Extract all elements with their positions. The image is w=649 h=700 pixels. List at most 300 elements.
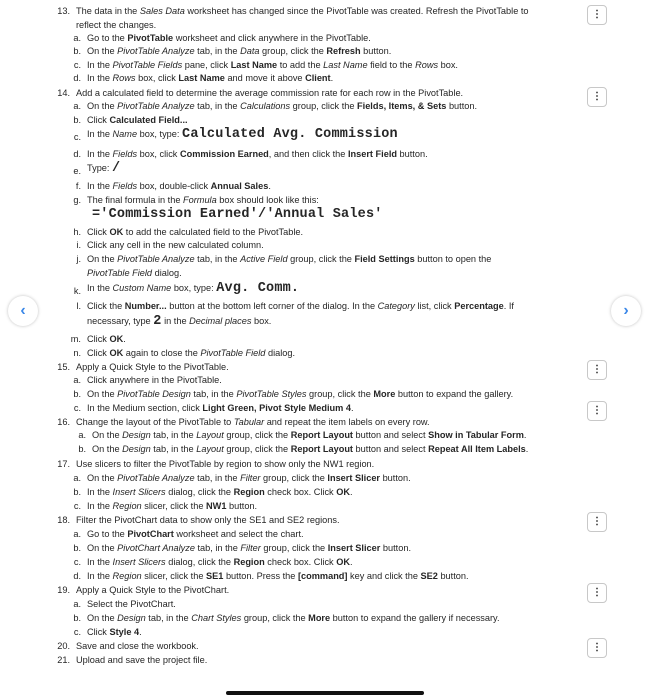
text-run: In the <box>87 283 113 293</box>
italic-term: Tabular <box>233 417 265 427</box>
bold-term: Last Name <box>230 60 278 70</box>
text-run: group, click the <box>287 254 355 264</box>
italic-term: Category <box>377 301 415 311</box>
italic-term: Region <box>112 501 142 511</box>
text-run: group, click the <box>223 444 291 454</box>
bold-term: Insert Field <box>347 149 397 159</box>
bold-term: OK <box>109 334 124 344</box>
text-run: . <box>330 73 334 83</box>
text-run: . <box>525 444 529 454</box>
step-number: c. <box>73 60 81 70</box>
typed-value: Calculated Avg. Commission <box>182 127 398 142</box>
text-run: group, click the <box>223 430 291 440</box>
previous-page-button[interactable] <box>8 296 38 326</box>
step-number: 17. <box>57 459 70 469</box>
instruction-line <box>73 45 392 58</box>
text-run: slicer, click the <box>141 501 207 511</box>
step-menu-button[interactable] <box>587 512 607 532</box>
text-run: box. <box>251 316 272 326</box>
instruction-line <box>75 180 271 193</box>
text-run: Click <box>87 227 110 237</box>
text-run: On the <box>87 613 118 623</box>
step-number: b. <box>73 115 81 125</box>
italic-term: Filter <box>240 543 261 553</box>
instruction-line <box>73 542 411 555</box>
step-number: 21. <box>57 655 70 665</box>
bold-term: SE2 <box>420 571 438 581</box>
text-run: group, click the <box>260 473 328 483</box>
instruction-line <box>57 514 340 527</box>
text-run: button. Press the <box>223 571 298 581</box>
italic-term: Rows <box>415 60 439 70</box>
text-run: worksheet and select the chart. <box>173 529 304 539</box>
text-run: group, click the <box>260 543 328 553</box>
instruction-line <box>73 281 300 296</box>
text-run: button. <box>396 149 428 159</box>
text-run: Use slicers to filter the PivotTable by region to show only the NW1 region. <box>76 459 375 469</box>
text-run: In the <box>87 571 113 581</box>
bold-term: Calculated Field... <box>109 115 188 125</box>
text-run: Save and close the workbook. <box>76 641 199 651</box>
italic-term: PivotTable Design <box>117 389 191 399</box>
italic-term: Insert Slicers <box>112 487 166 497</box>
italic-term: PivotTable Analyze <box>117 473 195 483</box>
step-number: l. <box>76 301 81 311</box>
instruction-line <box>73 556 353 569</box>
italic-term: PivotTable Field <box>87 268 153 278</box>
step-number: c. <box>73 403 81 413</box>
italic-term: Layout <box>196 444 224 454</box>
bold-term: Light Green, Pivot Style Medium 4 <box>202 403 351 413</box>
text-run: box. <box>438 60 458 70</box>
instruction-line <box>73 486 353 499</box>
step-number: e. <box>73 166 81 176</box>
bold-term: More <box>308 613 331 623</box>
bold-term: Insert Slicer <box>327 473 381 483</box>
text-run: Click anywhere in the PivotTable. <box>87 375 222 385</box>
step-number: c. <box>73 132 81 142</box>
instruction-line <box>73 528 304 541</box>
instruction-line <box>70 333 126 346</box>
italic-term: Last Name <box>323 60 368 70</box>
chevron-right-icon: › <box>623 302 629 319</box>
italic-term: PivotTable Field <box>200 348 266 358</box>
step-number: 19. <box>57 585 70 595</box>
italic-term: Design <box>122 444 151 454</box>
text-run: dialog. <box>265 348 296 358</box>
instruction-line <box>73 114 188 127</box>
text-run: Go to the <box>87 529 128 539</box>
step-number: b. <box>73 613 81 623</box>
bold-term: OK <box>109 227 124 237</box>
text-run: group, click the <box>241 613 309 623</box>
bold-term: Number... <box>124 301 167 311</box>
italic-term: Custom Name <box>112 283 172 293</box>
text-run: button. <box>437 571 469 581</box>
italic-term: Data <box>240 46 260 56</box>
text-run: button. <box>380 543 411 553</box>
bold-term: PivotTable <box>127 33 174 43</box>
text-run: button at the bottom left corner of the dialog. In the <box>166 301 378 311</box>
text-run: in the <box>161 316 190 326</box>
step-number: a. <box>73 33 81 43</box>
bold-term: Refresh <box>326 46 361 56</box>
step-number: f. <box>75 181 81 191</box>
text-run: On the <box>92 430 123 440</box>
step-number: k. <box>73 286 81 296</box>
bold-term: Insert Slicer <box>327 543 381 553</box>
step-number: 20. <box>57 641 70 651</box>
text-run: and move it above <box>224 73 306 83</box>
instruction-line <box>78 443 529 456</box>
instruction-line <box>92 208 383 221</box>
text-run: box should look like this: <box>216 195 319 205</box>
italic-term: Fields <box>112 181 138 191</box>
italic-term: PivotTable Analyze <box>117 101 195 111</box>
text-run: group, click the <box>290 101 358 111</box>
instruction-line <box>73 472 411 485</box>
italic-term: Insert Slicers <box>112 557 166 567</box>
text-run: . <box>139 627 142 637</box>
instruction-line <box>73 570 469 583</box>
bold-term: OK <box>109 348 124 358</box>
text-run: box, type: <box>137 129 183 139</box>
step-number: a. <box>73 529 81 539</box>
text-run: On the <box>87 101 118 111</box>
bold-term: PivotChart <box>127 529 174 539</box>
instruction-line <box>87 315 271 328</box>
text-run: Change the layout of the PivotTable to <box>76 417 234 427</box>
text-run: tab, in the <box>190 389 237 399</box>
step-menu-button[interactable] <box>587 5 607 25</box>
more-vertical-icon: ⋮ <box>592 405 602 416</box>
text-run: key and click the <box>347 571 421 581</box>
text-run: pane, click <box>182 60 231 70</box>
step-number: 14. <box>57 88 70 98</box>
step-number: d. <box>73 73 81 83</box>
text-run: In the <box>87 501 113 511</box>
step-number: h. <box>73 227 81 237</box>
text-run: Type: <box>87 163 113 173</box>
bold-term: Region <box>233 557 265 567</box>
italic-term: Chart Styles <box>191 613 242 623</box>
text-run: group, click the <box>259 46 327 56</box>
step-number: 16. <box>57 417 70 427</box>
text-run: In the <box>87 487 113 497</box>
text-run: In the <box>87 149 113 159</box>
step-menu-button[interactable] <box>587 87 607 107</box>
text-run: box, double-click <box>137 181 211 191</box>
step-number: c. <box>73 627 81 637</box>
text-run: Upload and save the project file. <box>76 655 208 665</box>
italic-term: Fields <box>112 149 138 159</box>
text-run: check box. Click <box>264 487 337 497</box>
text-run: tab, in the <box>150 444 197 454</box>
next-page-button[interactable] <box>611 296 641 326</box>
bold-term: Repeat All Item Labels <box>428 444 526 454</box>
text-run: Click <box>87 348 110 358</box>
text-run: worksheet has changed since the PivotTable was created. Refresh the PivotTable to <box>184 6 529 16</box>
bold-term: Region <box>233 487 265 497</box>
step-number: b. <box>73 487 81 497</box>
text-run: On the <box>92 444 123 454</box>
text-run: check box. Click <box>264 557 337 567</box>
text-run: The data in the <box>76 6 140 16</box>
text-run: field to the <box>367 60 416 70</box>
scroll-indicator[interactable] <box>226 691 424 695</box>
bold-term: SE1 <box>206 571 224 581</box>
italic-term: Decimal places <box>189 316 252 326</box>
text-run: , and then click the <box>268 149 348 159</box>
text-run: tab, in the <box>194 46 241 56</box>
instruction-line <box>57 416 430 429</box>
more-vertical-icon: ⋮ <box>592 91 602 102</box>
bold-term: [command] <box>297 571 348 581</box>
instruction-line <box>73 72 334 85</box>
italic-term: PivotChart Analyze <box>117 543 195 553</box>
step-menu-button[interactable] <box>587 360 607 380</box>
italic-term: PivotTable Analyze <box>117 254 195 264</box>
text-run: Click <box>87 627 110 637</box>
italic-term: PivotTable Styles <box>236 389 307 399</box>
text-run: necessary, type <box>87 316 154 326</box>
text-run: tab, in the <box>194 254 241 264</box>
instruction-line <box>87 267 182 280</box>
text-run: In the <box>87 73 113 83</box>
more-vertical-icon: ⋮ <box>592 516 602 527</box>
text-run: In the <box>87 60 113 70</box>
text-run: button to expand the gallery if necessary. <box>330 613 500 623</box>
italic-term: Filter <box>240 473 261 483</box>
text-run: button. <box>446 101 478 111</box>
step-number: m. <box>70 334 81 344</box>
text-run: reflect the changes. <box>76 20 157 30</box>
text-run: box, click <box>137 149 180 159</box>
step-menu-button[interactable] <box>587 638 607 658</box>
text-run: . <box>349 487 353 497</box>
instruction-line <box>73 347 296 360</box>
typed-value: / <box>112 161 121 176</box>
bold-term: Percentage <box>454 301 504 311</box>
text-run: again to close the <box>123 348 201 358</box>
step-number: d. <box>73 571 81 581</box>
typed-value: Avg. Comm. <box>216 281 300 296</box>
italic-term: Sales Data <box>139 6 185 16</box>
step-number: 15. <box>57 362 70 372</box>
more-vertical-icon: ⋮ <box>592 9 602 20</box>
instruction-line <box>57 87 464 100</box>
instruction-line <box>73 148 428 161</box>
instruction-line <box>73 612 500 625</box>
step-number: c. <box>73 501 81 511</box>
text-run: to add the <box>277 60 324 70</box>
text-run: tab, in the <box>194 543 241 553</box>
bold-term: OK <box>336 487 350 497</box>
step-number: b. <box>78 444 86 454</box>
text-run: button. <box>360 46 392 56</box>
text-run: worksheet and click anywhere in the PivotTable. <box>173 33 371 43</box>
step-number: i. <box>76 240 81 250</box>
instruction-line <box>57 5 529 18</box>
step-number: g. <box>73 195 81 205</box>
italic-term: Name <box>112 129 138 139</box>
bold-term: Show in Tabular Form <box>428 430 524 440</box>
instruction-line <box>57 361 229 374</box>
instruction-line <box>73 374 222 387</box>
bold-term: Last Name <box>178 73 225 83</box>
instruction-line <box>76 253 492 266</box>
text-run: Click any cell in the new calculated column. <box>87 240 264 250</box>
text-run: slicer, click the <box>141 571 207 581</box>
step-number: c. <box>73 557 81 567</box>
instruction-line <box>73 100 478 113</box>
text-run: On the <box>87 46 118 56</box>
typed-value: ='Commission Earned'/'Annual Sales' <box>92 207 383 222</box>
more-vertical-icon: ⋮ <box>592 364 602 375</box>
step-number: b. <box>73 46 81 56</box>
bold-term: Field Settings <box>354 254 415 264</box>
step-menu-button[interactable] <box>587 583 607 603</box>
instruction-line <box>73 500 258 513</box>
instruction-line <box>76 239 264 252</box>
text-run: tab, in the <box>150 430 197 440</box>
text-run: button to expand the gallery. <box>395 389 514 399</box>
text-run: box, type: <box>171 283 217 293</box>
text-run: button and select <box>353 430 429 440</box>
text-run: On the <box>87 389 118 399</box>
bold-term: Report Layout <box>290 430 353 440</box>
instruction-line <box>57 640 199 653</box>
step-number: n. <box>73 348 81 358</box>
text-run: Click <box>87 334 110 344</box>
instruction-line <box>73 194 319 207</box>
text-run: button to open the <box>414 254 492 264</box>
italic-term: Layout <box>196 430 224 440</box>
italic-term: PivotTable Analyze <box>117 46 195 56</box>
more-vertical-icon: ⋮ <box>592 642 602 653</box>
typed-value: 2 <box>153 314 162 329</box>
text-run: Select the PivotChart. <box>87 599 176 609</box>
instruction-line <box>57 458 375 471</box>
text-run: Filter the PivotChart data to show only the SE1 and SE2 regions. <box>76 515 340 525</box>
text-run: . <box>350 403 354 413</box>
instruction-line <box>73 127 398 142</box>
text-run: Apply a Quick Style to the PivotTable. <box>76 362 229 372</box>
bold-term: Report Layout <box>290 444 353 454</box>
step-number: a. <box>78 430 86 440</box>
step-number: d. <box>73 149 81 159</box>
bold-term: Fields, Items, & Sets <box>357 101 447 111</box>
text-run: Click the <box>87 301 125 311</box>
step-number: 13. <box>57 6 70 16</box>
chevron-left-icon: ‹ <box>20 302 26 319</box>
text-run: button and select <box>353 444 429 454</box>
italic-term: Design <box>122 430 151 440</box>
step-number: a. <box>73 473 81 483</box>
step-menu-button[interactable] <box>587 401 607 421</box>
text-run: tab, in the <box>145 613 192 623</box>
instruction-line <box>57 584 230 597</box>
text-run: . If <box>503 301 514 311</box>
bold-term: Annual Sales <box>210 181 269 191</box>
instruction-line <box>73 626 142 639</box>
text-run: dialog. <box>152 268 182 278</box>
bold-term: Client <box>305 73 331 83</box>
text-run: and repeat the item labels on every row. <box>264 417 430 427</box>
text-run: The final formula in the <box>87 195 184 205</box>
text-run: . <box>523 430 527 440</box>
step-number: b. <box>73 543 81 553</box>
text-run: In the <box>87 181 113 191</box>
text-run: list, click <box>414 301 455 311</box>
instruction-line <box>73 598 176 611</box>
bold-term: More <box>373 389 396 399</box>
text-run: to add the calculated field to the PivotTable. <box>123 227 304 237</box>
text-run: tab, in the <box>194 473 241 483</box>
text-run: Add a calculated field to determine the average commission rate for each row in the PivotTable. <box>76 88 464 98</box>
italic-term: Region <box>112 571 142 581</box>
bold-term: Commission Earned <box>179 149 269 159</box>
italic-term: Active Field <box>240 254 288 264</box>
text-run: In the <box>87 129 113 139</box>
instruction-line <box>73 226 304 239</box>
instruction-line <box>73 402 354 415</box>
text-run: box, click <box>135 73 179 83</box>
instruction-line <box>57 654 208 667</box>
text-run: In the Medium section, click <box>87 403 203 413</box>
bold-term: Style 4 <box>109 627 140 637</box>
step-number: j. <box>76 254 81 264</box>
text-run: . <box>349 557 353 567</box>
instruction-line <box>73 59 458 72</box>
step-number: 18. <box>57 515 70 525</box>
text-run: button. <box>226 501 258 511</box>
text-run: On the <box>87 473 118 483</box>
text-run: tab, in the <box>194 101 241 111</box>
text-run: Go to the <box>87 33 128 43</box>
italic-term: Design <box>117 613 146 623</box>
text-run: . <box>123 334 126 344</box>
text-run: dialog, click the <box>165 487 234 497</box>
text-run: On the <box>87 543 118 553</box>
step-number: a. <box>73 375 81 385</box>
text-run: Apply a Quick Style to the PivotChart. <box>76 585 230 595</box>
instruction-line <box>73 32 371 45</box>
instruction-line <box>76 300 514 313</box>
text-run: In the <box>87 557 113 567</box>
step-number: a. <box>73 599 81 609</box>
step-number: a. <box>73 101 81 111</box>
instruction-line <box>78 429 527 442</box>
text-run: . <box>268 181 271 191</box>
instruction-line <box>73 388 514 401</box>
more-vertical-icon: ⋮ <box>592 587 602 598</box>
italic-term: Rows <box>112 73 136 83</box>
text-run: On the <box>87 254 118 264</box>
instruction-line <box>76 19 156 32</box>
italic-term: Formula <box>183 195 217 205</box>
text-run: button. <box>380 473 411 483</box>
step-number: b. <box>73 389 81 399</box>
italic-term: Calculations <box>240 101 291 111</box>
italic-term: PivotTable Fields <box>112 60 183 70</box>
text-run: group, click the <box>306 389 374 399</box>
text-run: Click <box>87 115 110 125</box>
text-run: dialog, click the <box>165 557 234 567</box>
instruction-line <box>73 161 121 176</box>
bold-term: NW1 <box>206 501 227 511</box>
bold-term: OK <box>336 557 350 567</box>
